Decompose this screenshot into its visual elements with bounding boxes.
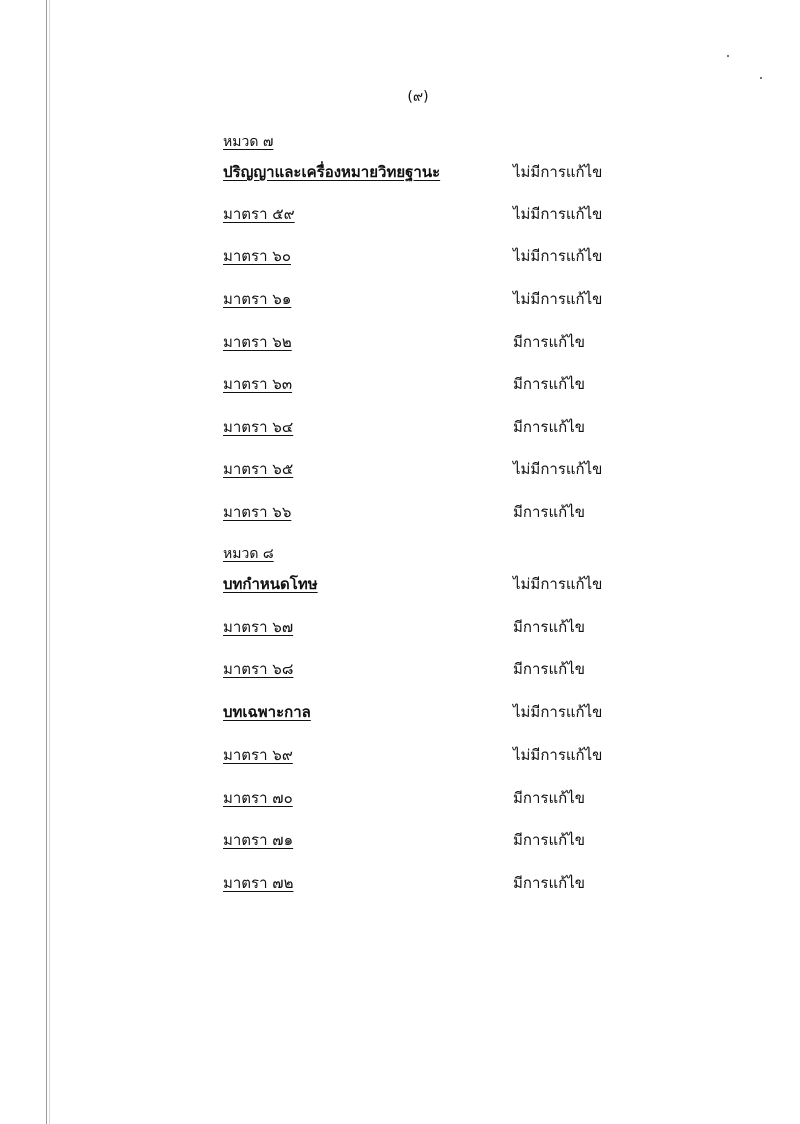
status-text: ไม่มีการแก้ไข — [513, 746, 603, 764]
section-row — [0, 331, 800, 355]
status-text: ไม่มีการแก้ไข — [513, 460, 603, 478]
section-label: มาตรา ๖๖ — [223, 503, 292, 521]
scan-speck — [727, 55, 729, 57]
section-label: มาตรา ๗๒ — [223, 874, 294, 892]
section-label: มาตรา ๖๐ — [223, 247, 291, 265]
section-row — [0, 416, 800, 440]
status-text: ไม่มีการแก้ไข — [513, 205, 603, 223]
status-text: ไม่มีการแก้ไข — [513, 247, 603, 265]
section-label: มาตรา ๗๑ — [223, 831, 294, 849]
chapter-7-heading: หมวด ๗ — [223, 134, 274, 150]
section-label: มาตรา ๖๒ — [223, 333, 292, 351]
section-row — [0, 616, 800, 640]
section-row — [0, 787, 800, 811]
section-label: มาตรา ๖๔ — [223, 418, 294, 436]
page-number: (๙) — [407, 89, 429, 105]
section-label: มาตรา ๗๐ — [223, 789, 293, 807]
section-row — [0, 458, 800, 482]
status-text: มีการแก้ไข — [513, 874, 585, 892]
status-text: มีการแก้ไข — [513, 789, 585, 807]
status-text: ไม่มีการแก้ไข — [513, 575, 603, 593]
section-row — [0, 872, 800, 896]
status-text: ไม่มีการแก้ไข — [513, 703, 603, 721]
section-label: มาตรา ๖๑ — [223, 290, 292, 308]
section-row — [0, 501, 800, 525]
chapter-7-title: ปริญญาและเครื่องหมายวิทยฐานะ — [223, 163, 441, 181]
chapter-8-title-row — [0, 573, 800, 597]
section-row — [0, 245, 800, 269]
transitional-title: บทเฉพาะกาล — [223, 703, 311, 721]
status-text: ไม่มีการแก้ไข — [513, 290, 603, 308]
section-label: มาตรา ๖๕ — [223, 460, 294, 478]
status-text: มีการแก้ไข — [513, 503, 585, 521]
section-row — [0, 829, 800, 853]
status-text: มีการแก้ไข — [513, 418, 585, 436]
section-row — [0, 288, 800, 312]
status-text: มีการแก้ไข — [513, 375, 585, 393]
section-label: มาตรา ๖๓ — [223, 375, 293, 393]
section-row — [0, 203, 800, 227]
transitional-title-row — [0, 701, 800, 725]
section-label: มาตรา ๖๙ — [223, 746, 293, 764]
section-row — [0, 744, 800, 768]
scan-speck — [760, 77, 762, 79]
status-text: มีการแก้ไข — [513, 660, 585, 678]
section-label: มาตรา ๕๙ — [223, 205, 295, 223]
section-label: มาตรา ๖๗ — [223, 618, 294, 636]
status-text: มีการแก้ไข — [513, 831, 585, 849]
section-row — [0, 373, 800, 397]
status-text: มีการแก้ไข — [513, 618, 585, 636]
status-text: ไม่มีการแก้ไข — [513, 163, 603, 181]
chapter-8-heading: หมวด ๘ — [223, 546, 274, 562]
section-label: มาตรา ๖๘ — [223, 660, 294, 678]
chapter-8-title: บทกำหนดโทษ — [223, 575, 318, 593]
status-text: มีการแก้ไข — [513, 333, 585, 351]
chapter-7-title-row — [0, 161, 800, 185]
section-row — [0, 658, 800, 682]
